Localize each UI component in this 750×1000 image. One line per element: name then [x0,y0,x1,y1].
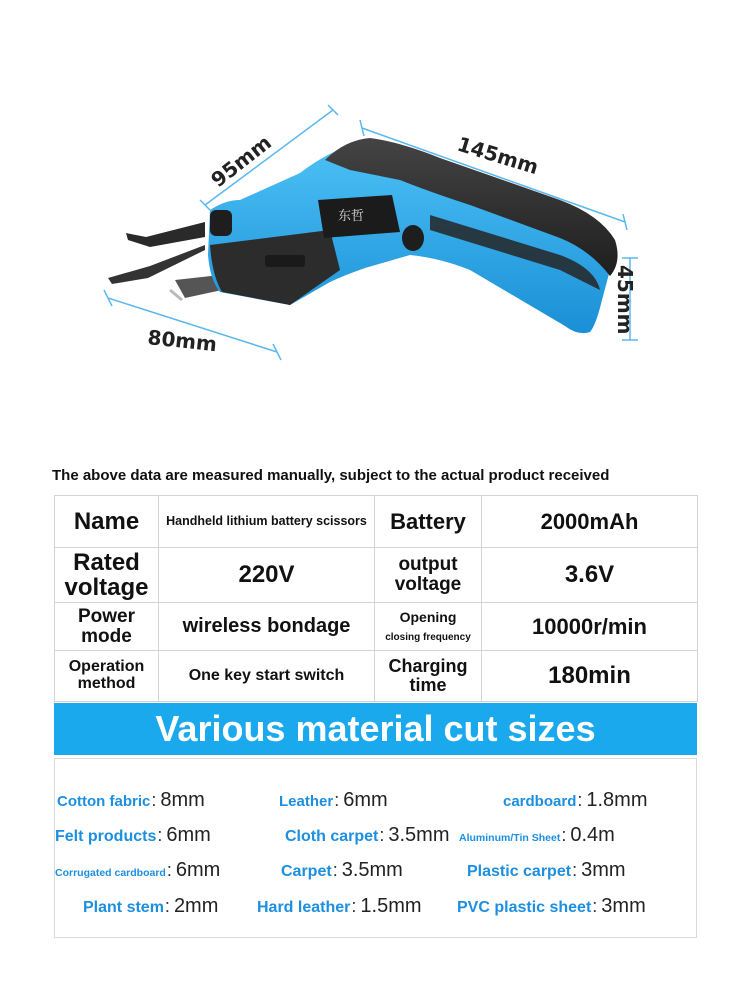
size-item [57,789,205,812]
dimension-label-45mm: 45mm [613,265,637,335]
size-separator: : [151,790,157,810]
size-separator: : [157,825,163,845]
size-separator: : [351,896,357,916]
brand-mark: 东哲 [338,209,365,224]
power-switch [210,210,232,236]
name-value: Handheld lithium battery scissors [159,496,375,548]
size-value: 1.8mm [586,789,648,811]
section-banner: Various material cut sizes [54,703,697,755]
size-item [457,895,646,918]
size-separator: : [572,860,578,880]
size-label: Plastic carpet [467,863,572,880]
size-item [55,859,220,882]
size-value: 3mm [581,859,626,881]
size-item [467,859,626,882]
opening-label-top: Opening [399,608,457,625]
battery-value: 2000mAh [482,496,698,548]
size-separator: : [334,790,340,810]
size-value: 2mm [173,895,219,917]
upper-blade [126,222,205,247]
spec-row [55,496,698,548]
power-mode-label: Power mode [55,603,159,651]
size-label: Felt products [55,828,157,845]
trigger-button [402,225,424,251]
size-item [285,824,449,847]
size-separator: : [166,860,172,880]
name-label: Name [55,496,159,548]
size-separator: : [379,825,385,845]
size-value: 0.4m [570,824,615,846]
blade-wire [170,290,182,300]
size-item [279,789,388,812]
size-value: 6mm [175,859,221,881]
size-item [83,895,218,918]
size-item [257,895,422,918]
charging-time-value: 180min [482,651,698,702]
size-separator: : [577,790,583,810]
size-item [503,789,648,812]
spec-row [55,548,698,603]
battery-label: Battery [375,496,482,548]
dimension-label-80mm: 80mm [146,325,219,357]
size-item [459,824,615,847]
dimension-label-145mm: 145mm [454,131,542,180]
opening-frequency-label [375,603,482,651]
opening-frequency-value: 10000r/min [482,603,698,651]
size-value: 1.5mm [360,895,422,917]
output-voltage-label: output voltage [375,548,482,603]
size-label: Aluminum/Tin Sheet [459,832,561,844]
size-label: Cotton fabric [57,793,151,810]
opening-label-bottom: closing frequency [385,631,471,643]
material-sizes-panel [54,758,697,938]
front-slot [265,255,305,267]
dimension-label-95mm: 95mm [206,130,276,192]
size-separator: : [332,860,338,880]
measurement-note: The above data are measured manually, subject to the actual product received [52,467,610,484]
power-mode-value: wireless bondage [159,603,375,651]
size-label: Corrugated cardboard [55,867,166,879]
size-value: 3mm [601,895,646,917]
size-label: Leather [279,793,334,810]
size-label: Hard leather [257,899,351,916]
lower-blade [108,245,205,284]
spec-row [55,603,698,651]
rated-voltage-label: Rated voltage [55,548,159,603]
size-value: 8mm [160,789,205,811]
blade-group [108,222,222,300]
size-value: 6mm [166,824,211,846]
product-image [0,0,750,440]
size-separator: : [592,896,598,916]
charging-time-label: Charging time [375,651,482,702]
spec-table [54,495,698,702]
size-value: 6mm [343,789,388,811]
size-separator: : [561,825,567,845]
size-value: 3.5mm [341,859,403,881]
size-label: PVC plastic sheet [457,899,592,916]
spec-row [55,651,698,702]
size-item [55,824,211,847]
size-label: cardboard [503,793,577,810]
size-separator: : [164,896,170,916]
output-voltage-value: 3.6V [482,548,698,603]
size-label: Plant stem [83,899,164,916]
size-item [281,859,403,882]
size-label: Cloth carpet [285,828,379,845]
operation-method-value: One key start switch [159,651,375,702]
size-label: Carpet [281,863,332,880]
rated-voltage-value: 220V [159,548,375,603]
size-value: 3.5mm [388,824,450,846]
operation-method-label: Operation method [55,651,159,702]
